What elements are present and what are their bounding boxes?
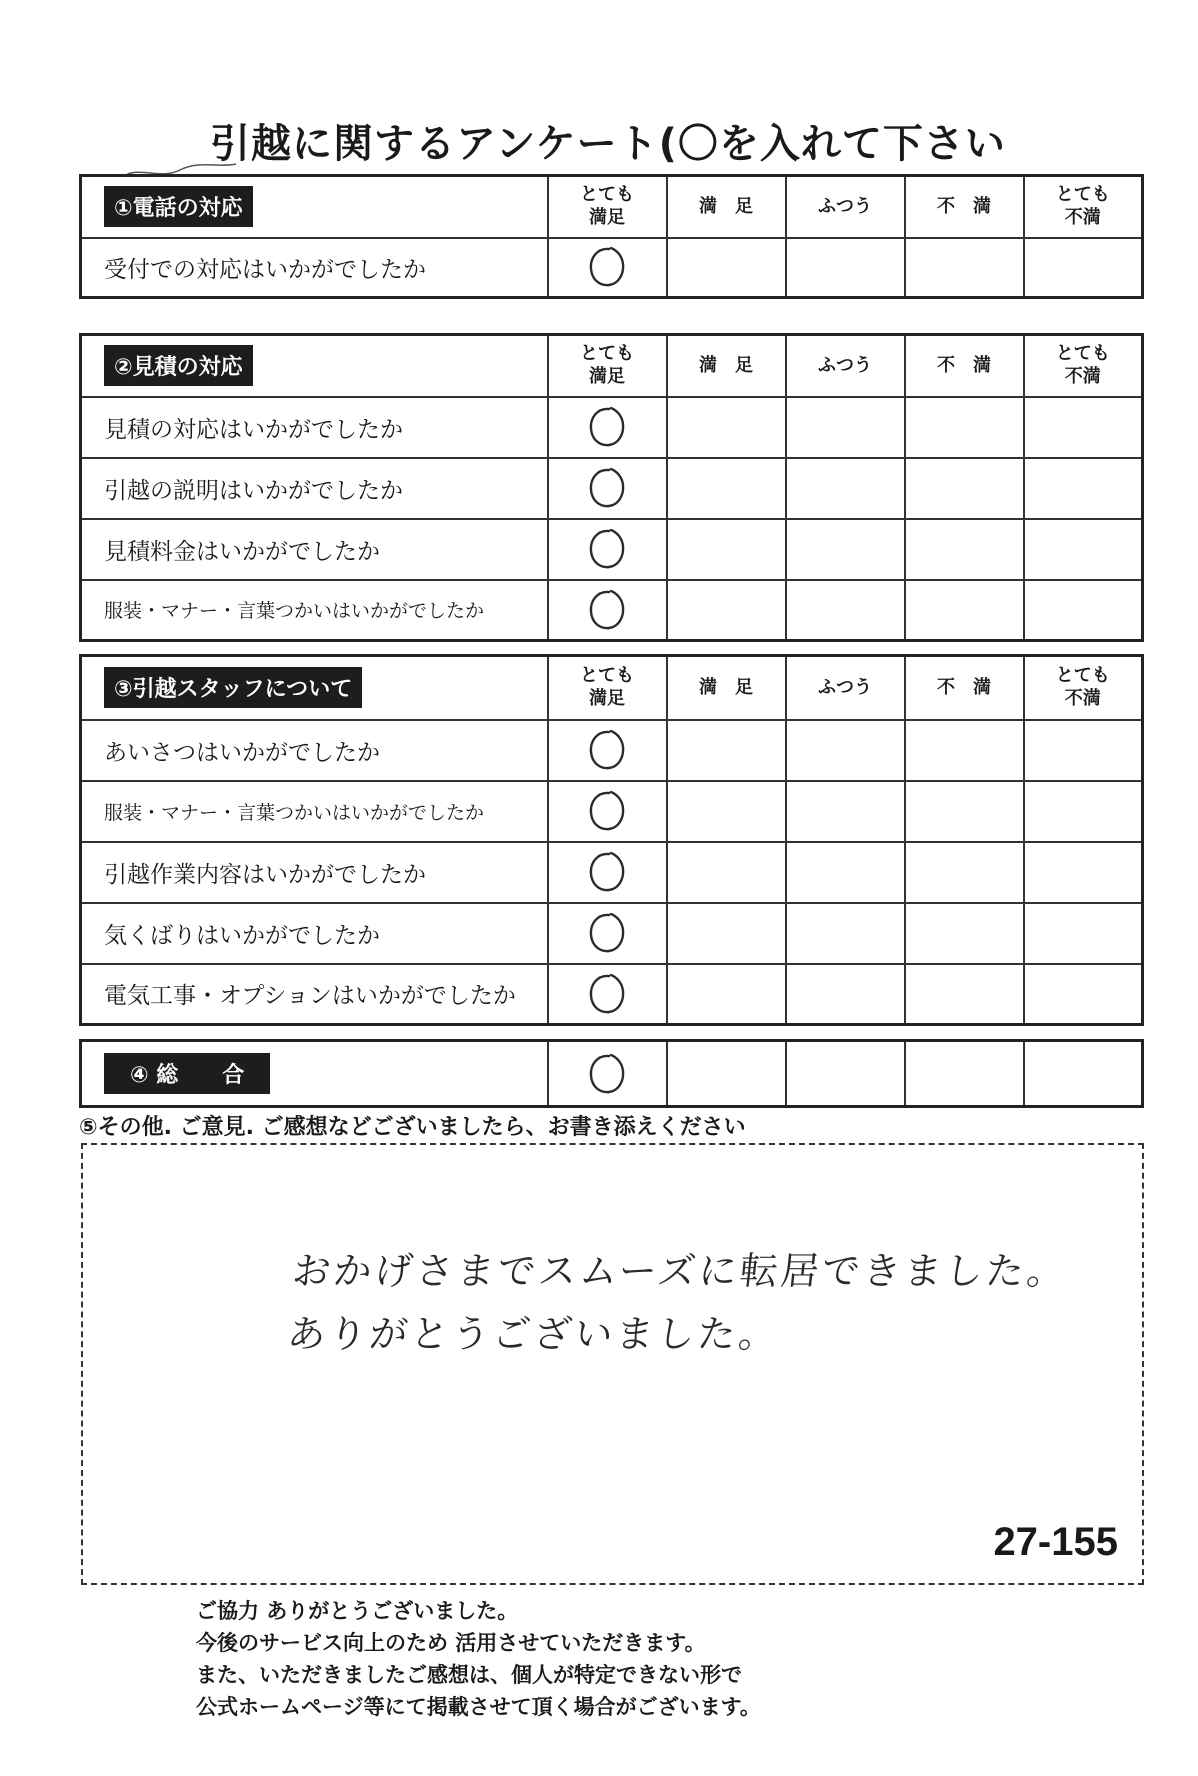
rating-cell[interactable] <box>905 1041 1024 1107</box>
rating-cell[interactable] <box>905 781 1024 842</box>
circle-mark-icon <box>585 244 629 290</box>
rating-cell[interactable] <box>548 519 667 580</box>
rating-header-very-dissatisfied: とても 不満 <box>1024 335 1143 397</box>
circle-mark-icon <box>585 587 629 633</box>
rating-cell[interactable] <box>905 842 1024 903</box>
rating-cell[interactable] <box>786 781 905 842</box>
question-row <box>81 781 1143 842</box>
rating-cell[interactable] <box>548 720 667 781</box>
rating-cell[interactable] <box>667 720 786 781</box>
rating-cell[interactable] <box>667 842 786 903</box>
rating-cell[interactable] <box>667 903 786 964</box>
rating-cell[interactable] <box>786 964 905 1025</box>
rating-cell[interactable] <box>548 1041 667 1107</box>
rating-cell[interactable] <box>548 397 667 458</box>
question-text: 引越の説明はいかがでしたか <box>81 458 548 519</box>
section-overall-table <box>79 1039 1144 1108</box>
rating-cell[interactable] <box>786 458 905 519</box>
section-phone-table <box>79 174 1144 299</box>
rating-cell[interactable] <box>1024 519 1143 580</box>
question-row <box>81 842 1143 903</box>
rating-cell[interactable] <box>786 397 905 458</box>
rating-cell[interactable] <box>667 1041 786 1107</box>
rating-header-dissatisfied: 不 満 <box>905 335 1024 397</box>
question-row <box>81 397 1143 458</box>
circle-mark-icon <box>585 526 629 572</box>
rating-cell[interactable] <box>548 580 667 641</box>
rating-cell[interactable] <box>548 781 667 842</box>
circle-mark-icon <box>585 788 629 834</box>
circle-mark-icon <box>585 727 629 773</box>
comments-box[interactable] <box>81 1143 1144 1585</box>
rating-cell[interactable] <box>548 842 667 903</box>
question-text: 服装・マナー・言葉つかいはいかがでしたか <box>81 781 548 842</box>
rating-cell[interactable] <box>786 903 905 964</box>
question-text: 見積の対応はいかがでしたか <box>81 397 548 458</box>
rating-cell[interactable] <box>667 580 786 641</box>
rating-cell[interactable] <box>667 238 786 298</box>
rating-cell[interactable] <box>905 720 1024 781</box>
rating-cell[interactable] <box>1024 842 1143 903</box>
section-label-cell <box>81 656 548 720</box>
section-label: ④ 総 合 <box>104 1053 270 1094</box>
header-row <box>81 656 1143 720</box>
question-row <box>81 238 1143 298</box>
rating-header-neutral: ふつう <box>786 335 905 397</box>
rating-cell[interactable] <box>786 580 905 641</box>
section-staff-table <box>79 654 1144 1026</box>
rating-cell[interactable] <box>786 842 905 903</box>
section-estimate-table <box>79 333 1144 642</box>
question-text: あいさつはいかがでしたか <box>81 720 548 781</box>
comments-heading: ⑤その他. ご意見. ご感想などございましたら、お書き添えください <box>79 1115 746 1140</box>
rating-cell[interactable] <box>905 458 1024 519</box>
rating-cell[interactable] <box>667 519 786 580</box>
question-text: 受付での対応はいかがでしたか <box>81 238 548 298</box>
rating-cell[interactable] <box>548 458 667 519</box>
rating-cell[interactable] <box>1024 781 1143 842</box>
rating-header-very-dissatisfied: とても 不満 <box>1024 176 1143 238</box>
section-label: ①電話の対応 <box>104 186 253 227</box>
rating-cell[interactable] <box>548 238 667 298</box>
circle-mark-icon <box>585 1051 629 1097</box>
rating-cell[interactable] <box>786 238 905 298</box>
question-row <box>81 519 1143 580</box>
footer-notice <box>196 1596 896 1724</box>
rating-cell[interactable] <box>786 720 905 781</box>
handwritten-line: ありがとうございました。 <box>285 1312 782 1356</box>
rating-header-neutral: ふつう <box>786 656 905 720</box>
rating-cell[interactable] <box>548 903 667 964</box>
circle-mark-icon <box>585 404 629 450</box>
rating-header-dissatisfied: 不 満 <box>905 656 1024 720</box>
rating-cell[interactable] <box>905 238 1024 298</box>
rating-cell[interactable] <box>1024 903 1143 964</box>
question-text: 電気工事・オプションはいかがでしたか <box>81 964 548 1025</box>
rating-cell[interactable] <box>1024 720 1143 781</box>
circle-mark-icon <box>585 849 629 895</box>
overall-row <box>81 1041 1143 1107</box>
section-label-cell <box>81 335 548 397</box>
circle-mark-icon <box>585 465 629 511</box>
rating-header-satisfied: 満 足 <box>667 335 786 397</box>
survey-title: 引越に関するアンケート(〇を入れて下さい <box>210 121 1006 167</box>
rating-cell[interactable] <box>667 458 786 519</box>
rating-header-very-satisfied: とても 満足 <box>548 656 667 720</box>
section-label-cell <box>81 1041 548 1107</box>
question-text: 気くばりはいかがでしたか <box>81 903 548 964</box>
rating-header-satisfied: 満 足 <box>667 176 786 238</box>
rating-cell[interactable] <box>1024 238 1143 298</box>
circle-mark-icon <box>585 910 629 956</box>
question-row <box>81 903 1143 964</box>
footer-line: ご協力 ありがとうございました。 <box>196 1599 519 1623</box>
rating-cell[interactable] <box>905 519 1024 580</box>
rating-cell[interactable] <box>786 519 905 580</box>
question-row <box>81 580 1143 641</box>
rating-cell[interactable] <box>1024 397 1143 458</box>
section-label: ②見積の対応 <box>104 345 253 386</box>
footer-line: 公式ホームページ等にて掲載させて頂く場合がございます。 <box>196 1694 761 1719</box>
rating-cell[interactable] <box>667 397 786 458</box>
circle-mark-icon <box>585 971 629 1017</box>
rating-header-neutral: ふつう <box>786 176 905 238</box>
rating-cell[interactable] <box>1024 458 1143 519</box>
header-row <box>81 335 1143 397</box>
rating-header-dissatisfied: 不 満 <box>905 176 1024 238</box>
question-row <box>81 964 1143 1025</box>
question-row <box>81 720 1143 781</box>
rating-header-very-dissatisfied: とても 不満 <box>1024 656 1143 720</box>
section-label-cell <box>81 176 548 238</box>
section-label: ③引越スタッフについて <box>104 667 362 708</box>
rating-header-satisfied: 満 足 <box>667 656 786 720</box>
rating-cell[interactable] <box>905 580 1024 641</box>
rating-cell[interactable] <box>786 1041 905 1107</box>
rating-header-very-satisfied: とても 満足 <box>548 176 667 238</box>
question-text: 見積料金はいかがでしたか <box>81 519 548 580</box>
footer-line: 今後のサービス向上のため 活用させていただきます。 <box>196 1630 706 1655</box>
rating-cell[interactable] <box>905 397 1024 458</box>
rating-cell[interactable] <box>667 781 786 842</box>
question-row <box>81 458 1143 519</box>
reference-code: 27-155 <box>993 1520 1118 1564</box>
rating-cell[interactable] <box>905 964 1024 1025</box>
rating-cell[interactable] <box>1024 580 1143 641</box>
footer-line: また、いただきましたご感想は、個人が特定できない形で <box>196 1662 742 1687</box>
question-text: 服装・マナー・言葉つかいはいかがでしたか <box>81 580 548 641</box>
rating-cell[interactable] <box>548 964 667 1025</box>
rating-header-very-satisfied: とても 満足 <box>548 335 667 397</box>
rating-cell[interactable] <box>905 903 1024 964</box>
rating-cell[interactable] <box>1024 1041 1143 1107</box>
rating-cell[interactable] <box>667 964 786 1025</box>
handwritten-line: おかげさまでスムーズに転居できました。 <box>290 1249 1071 1293</box>
header-row <box>81 176 1143 238</box>
rating-cell[interactable] <box>1024 964 1143 1025</box>
question-text: 引越作業内容はいかがでしたか <box>81 842 548 903</box>
